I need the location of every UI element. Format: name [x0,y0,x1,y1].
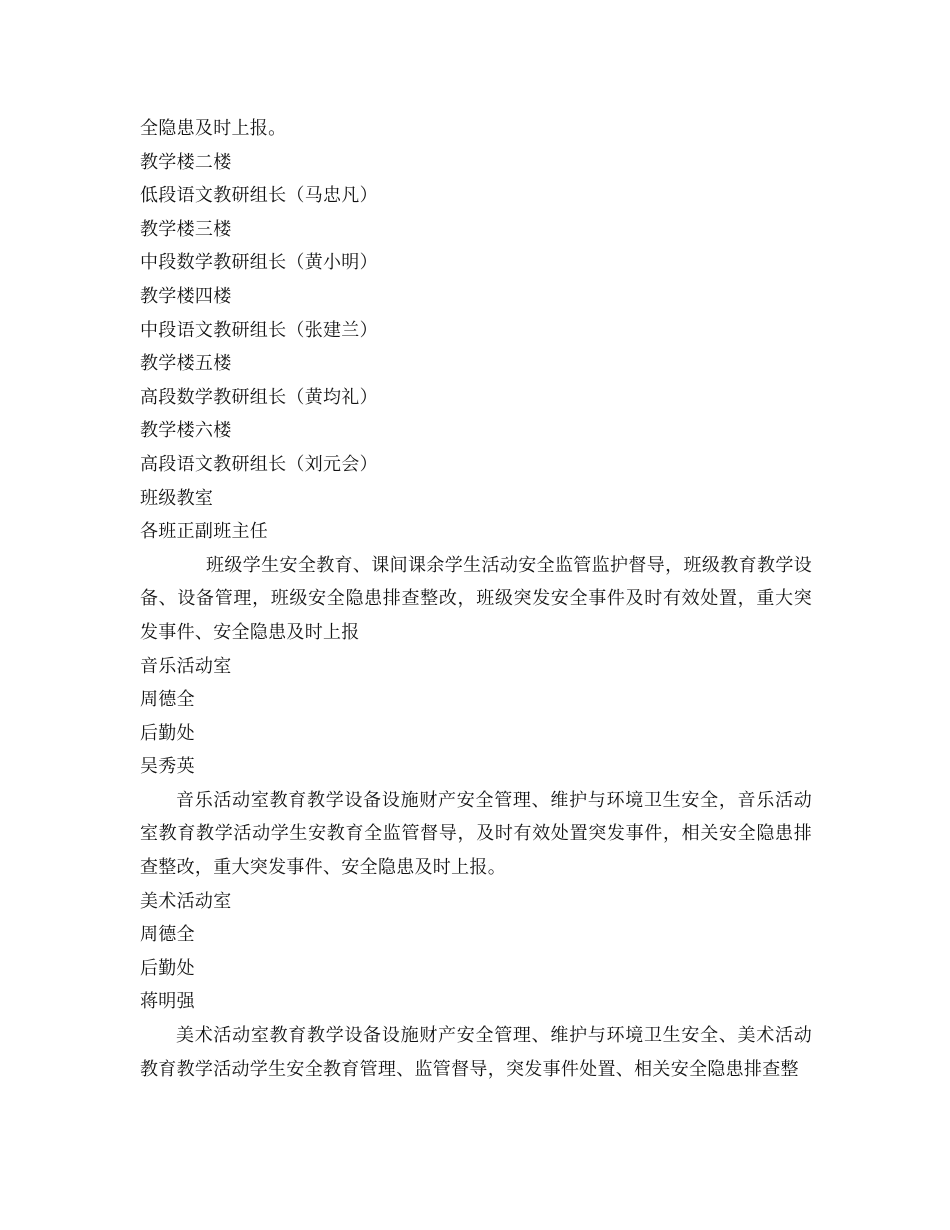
art-dept: 后勤处 [140,957,195,979]
text-line: 各班正副班主任 [140,521,269,543]
text-line: 教学楼六楼 [140,420,232,442]
music-room-label: 音乐活动室 [140,655,232,677]
art-person-2: 蒋明强 [140,991,195,1013]
music-person-2: 吴秀英 [140,756,195,778]
text-line: 班级教室 [140,487,214,509]
art-duty-paragraph: 美术活动室教育教学设备设施财产安全管理、维护与环境卫生安全、美术活动教育教学活动学生安全教育管理、监管督导，突发事件处置、相关安全隐患排查整 [140,1025,812,1080]
text-line: 高段数学教研组长（黄均礼） [140,386,378,408]
text-line: 教学楼二楼 [140,151,232,173]
art-person-1: 周德全 [140,924,195,946]
music-duty-paragraph: 音乐活动室教育教学设备设施财产安全管理、维护与环境卫生安全，音乐活动室教育教学活动学生安教育全监管督导，及时有效处置突发事件，相关安全隐患排查整改，重大突发事件、安全隐患及时上报。 [140,789,812,879]
text-line: 中段语文教研组长（张建兰） [140,319,378,341]
text-line: 高段语文教研组长（刘元会） [140,453,378,475]
music-person-1: 周德全 [140,689,195,711]
text-line: 教学楼五楼 [140,353,232,375]
text-line: 教学楼三楼 [140,218,232,240]
music-dept: 后勤处 [140,722,195,744]
class-duty-paragraph: 班级学生安全教育、课间课余学生活动安全监管监护督导，班级教育教学设备、设备管理，班级安全隐患排查整改，班级突发安全事件及时有效处置，重大突发事件、安全隐患及时上报 [140,554,812,643]
art-room-label: 美术活动室 [140,890,232,912]
text-line: 低段语文教研组长（马忠凡） [140,185,378,207]
text-line: 全隐患及时上报。 [140,118,287,139]
text-line: 中段数学教研组长（黄小明） [140,252,378,274]
text-line: 教学楼四楼 [140,285,232,307]
document-body [140,112,812,1086]
